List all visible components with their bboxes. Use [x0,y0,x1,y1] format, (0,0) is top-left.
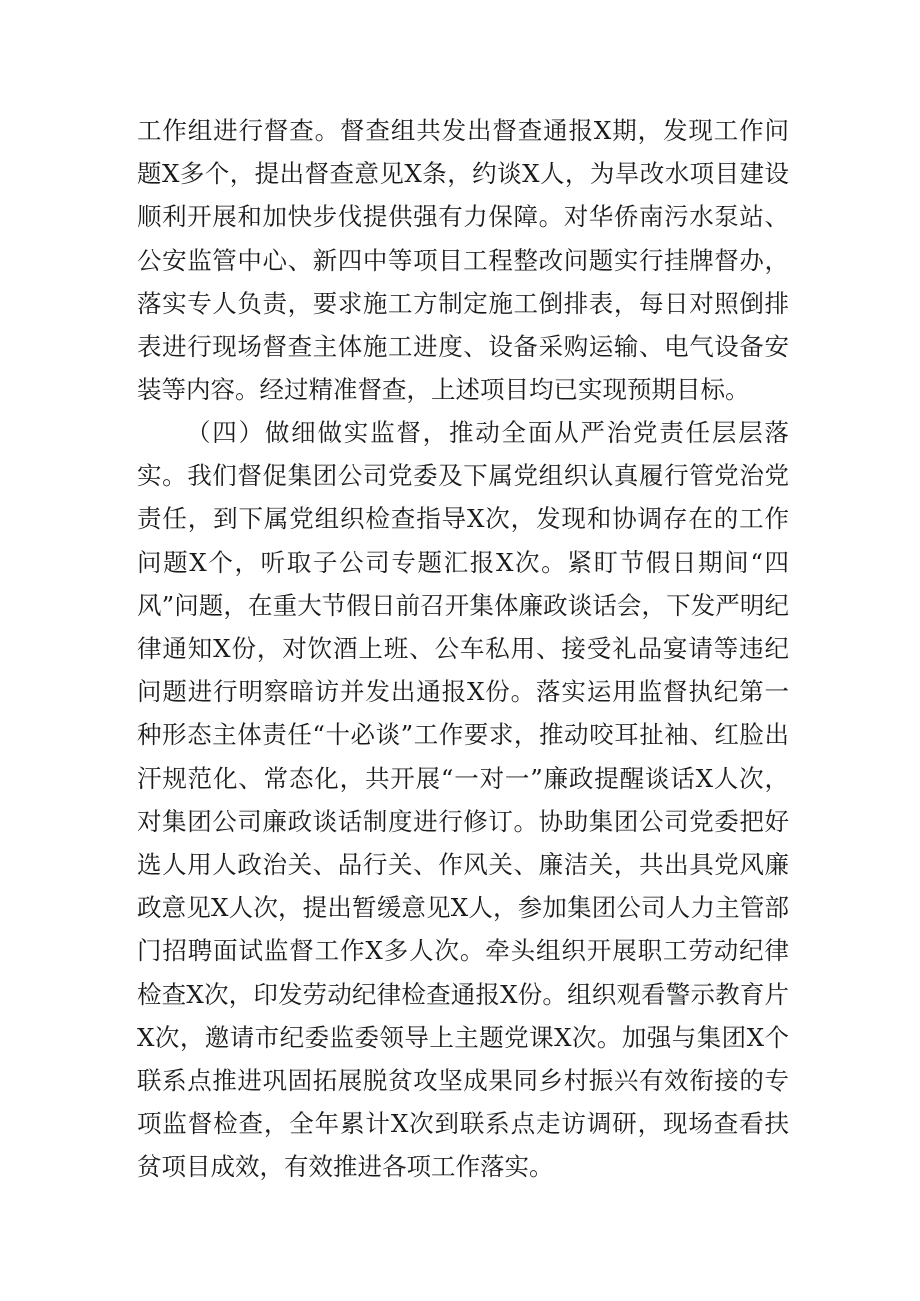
body-paragraph-1: 工作组进行督查。督查组共发出督查通报X期，发现工作问题X多个，提出督查意见X条，约谈X人，为旱改水项目建设顺利开展和加快步伐提供强有力保障。对华侨南污水泵站、公安监管中心、新四中等项目工程整改问题实行挂牌督办，落实专人负责，要求施工方制定施工倒排表，每日对照倒排表进行现场督查主体施工进度、设备采购运输、电气设备安装等内容。经过精准督查，上述项目均已实现预期目标。 [137,116,789,405]
body-paragraph-2: （四）做细做实监督，推动全面从严治党责任层层落实。我们督促集团公司党委及下属党组织认真履行管党治党责任，到下属党组织检查指导X次，发现和协调存在的工作问题X个，听取子公司专题汇报X次。紧盯节假日期间“四风”问题，在重大节假日前召开集体廉政谈话会，下发严明纪律通知X份，对饮酒上班、公车私用、接受礼品宴请等违纪问题进行明察暗访并发出通报X份。落实运用监督执纪第一种形态主体责任“十必谈”工作要求，推动咬耳扯袖、红脸出汗规范化、常态化，共开展“一对一”廉政提醒谈话X人次，对集团公司廉政谈话制度进行修订。协助集团公司党委把好选人用人政治关、品行关、作风关、廉洁关，共出具党风廉政意见X人次，提出暂缓意见X人，参加集团公司人力主管部门招聘面试监督工作X多人次。牵头组织开展职工劳动纪律检查X次，印发劳动纪律检查通报X份。组织观看警示教育片X次，邀请市纪委监委领导上主题党课X次。加强与集团X个联系点推进巩固拓展脱贫攻坚成果同乡村振兴有效衔接的专项监督检查，全年累计X次到联系点走访调研，现场查看扶贫项目成效，有效推进各项工作落实。 [137,418,789,1182]
